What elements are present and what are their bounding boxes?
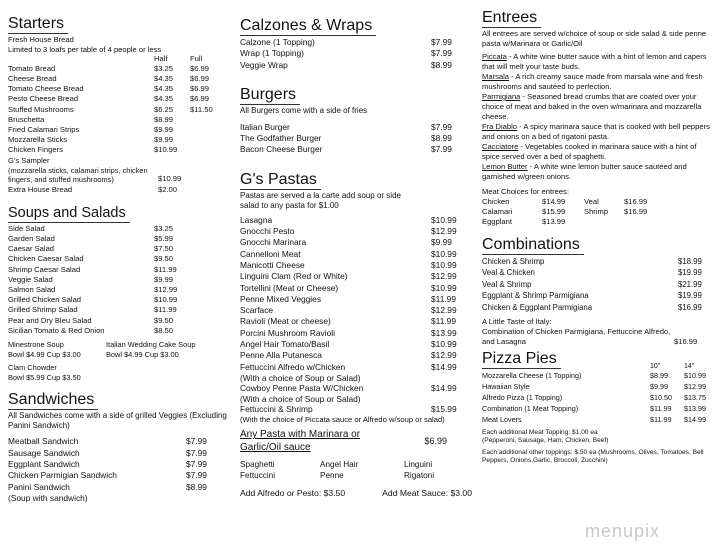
- starter-name: Bruschetta: [8, 114, 45, 124]
- calzones-title: Calzones & Wraps: [240, 16, 376, 36]
- extra-bread-name: Extra House Bread: [8, 184, 73, 194]
- pasta-name: Lasagna: [240, 214, 273, 225]
- starter-row: [8, 145, 230, 155]
- fettuccini-shrimp-name: Fettuccini & Shrimp: [240, 403, 313, 414]
- combinations-title: Combinations: [482, 235, 584, 255]
- starter-half-price: $9.99: [154, 135, 174, 145]
- pizza-row: [482, 392, 714, 403]
- combo-price: $18.99: [678, 257, 702, 266]
- soups-title: Soups and Salads: [8, 205, 130, 223]
- pasta-row: [240, 339, 475, 350]
- meat-price: $14.99: [542, 197, 566, 206]
- pasta-shape: Penne: [320, 471, 344, 481]
- soup-salad-price: $12.99: [154, 284, 178, 294]
- starters-title: Starters: [8, 14, 68, 34]
- pasta-price: $12.99: [431, 305, 457, 316]
- meat-price: $13.99: [542, 217, 566, 226]
- combo-name: Chicken & Shrimp: [482, 257, 545, 266]
- starter-half-price: $3.25: [154, 63, 174, 73]
- alfredo-note: (With a choice of Soup or Salad): [240, 372, 361, 383]
- soup-salad-row: [8, 234, 230, 244]
- soup-salad-price: $5.99: [154, 233, 174, 243]
- combo-name: Veal & Shrimp: [482, 279, 532, 289]
- sandwich-row: [8, 482, 230, 493]
- pasta-shape: Angel Hair: [320, 460, 359, 470]
- pasta-price: $10.99: [431, 248, 457, 259]
- pizza-name: Hawaiian Style: [482, 382, 530, 392]
- starter-name: Cheese Bread: [8, 73, 57, 83]
- starter-half-price: $4.35: [154, 94, 174, 104]
- pizza-size-large: 14": [684, 363, 695, 371]
- soup-salad-price: $9.99: [154, 274, 174, 284]
- burger-name: The Godfather Burger: [240, 133, 322, 144]
- meat-row: [482, 197, 714, 207]
- pizza-row: [482, 414, 714, 425]
- soup-salad-price: $9.50: [154, 254, 174, 264]
- soup-salad-name: Veggie Salad: [8, 274, 53, 284]
- combo-price: $16.99: [678, 302, 702, 312]
- starter-row: [8, 74, 230, 84]
- starter-row: [8, 105, 230, 115]
- soup-salad-name: Garden Salad: [8, 233, 55, 243]
- meat-choices-title: Meat Choices for entrees:: [482, 187, 569, 196]
- pasta-row: [240, 305, 475, 316]
- watermark: menupix: [584, 521, 660, 541]
- pastas-title: G's Pastas: [240, 170, 321, 190]
- burger-name: Bacon Cheese Burger: [240, 144, 323, 155]
- sandwich-row: [8, 470, 230, 481]
- soup-salad-row: [8, 305, 230, 315]
- soup-salad-row: [8, 254, 230, 264]
- fettuccini-shrimp-price: $15.99: [431, 403, 457, 414]
- pasta-shape: Fettuccini: [240, 471, 276, 481]
- soup-salad-row: [8, 295, 230, 305]
- cowboy-price: $14.99: [431, 382, 457, 393]
- entree-style-name: Cacciatore: [482, 142, 519, 151]
- taste-price: $16.99: [674, 337, 698, 347]
- pasta-price: $11.99: [431, 293, 456, 304]
- pasta-name: Scarface: [240, 305, 274, 316]
- pasta-price: $9.99: [431, 237, 452, 248]
- soup-salad-name: Pear and Dry Bleu Salad: [8, 315, 92, 325]
- meat-row: [482, 217, 714, 227]
- burger-list: [240, 122, 475, 156]
- soup-salad-row: [8, 265, 230, 275]
- pasta-name: Penne Mixed Veggies: [240, 293, 322, 304]
- pasta-name: Linguini Clam (Red or White): [240, 271, 348, 282]
- soup-salad-row: [8, 316, 230, 326]
- pizza-large-price: $12.99: [684, 382, 706, 392]
- soup-salad-row: [8, 285, 230, 295]
- marinara-price: $6.99: [424, 436, 447, 447]
- pasta-row: [240, 362, 475, 373]
- pasta-row: [240, 350, 475, 361]
- starter-name: Pesto Cheese Bread: [8, 94, 79, 104]
- pasta-name: Manicotti Cheese: [240, 259, 305, 270]
- entrees-title: Entrees: [482, 8, 541, 28]
- sandwich-name: Chicken Parmigian Sandwich: [8, 470, 117, 481]
- entree-style-name: Marsala: [482, 72, 510, 81]
- starter-name: Tomato Cheese Bread: [8, 84, 84, 94]
- pizza-small-price: $8.99: [650, 371, 668, 381]
- combo-row: [482, 279, 714, 290]
- pasta-price: $12.99: [431, 271, 457, 282]
- column-right: [482, 4, 714, 466]
- starter-name: Fried Calamari Strips: [8, 124, 80, 134]
- chowder-prices: Bowl $5.99 Cup $3.50: [8, 372, 81, 382]
- pasta-name: Ravioli (Meat or cheese): [240, 316, 331, 327]
- soup-salad-name: Salmon Salad: [8, 284, 56, 294]
- burger-row: [240, 133, 475, 144]
- pasta-row: [240, 328, 475, 339]
- starter-half-price: $6.25: [154, 104, 174, 114]
- starter-row: [8, 125, 230, 135]
- starter-full-price: [190, 115, 226, 125]
- entree-styles: [482, 52, 714, 182]
- starter-full-price: [190, 135, 226, 145]
- pizza-small-price: $11.99: [650, 404, 672, 414]
- pasta-price: $14.99: [431, 361, 457, 372]
- soup-salad-name: Side Salad: [8, 223, 45, 233]
- other-topping-note: Each additional other toppings: $.50 ea (Mushrooms, Olives, Tomatoes, Bell Peppers, Onions,Garlic, Broccoli, Zucchini): [482, 448, 704, 465]
- meat-price: $16.99: [624, 197, 648, 206]
- soup-salad-name: Grilled Chicken Salad: [8, 295, 82, 305]
- combo-name: Chicken & Eggplant Parmigiana: [482, 302, 593, 312]
- pasta-row: [240, 316, 475, 327]
- entree-style: [482, 122, 714, 142]
- pasta-row: [240, 271, 475, 282]
- meat-name: Eggplant: [482, 217, 512, 226]
- pasta-row: [240, 260, 475, 271]
- meat-name: [584, 217, 624, 227]
- soup-salad-price: $10.99: [154, 295, 178, 305]
- sandwich-name: Meatball Sandwich: [8, 436, 79, 447]
- pizza-small-price: $11.99: [650, 415, 672, 425]
- soups-list: [8, 224, 230, 336]
- sampler-price: $10.99: [158, 174, 182, 184]
- calzone-name: Calzone (1 Topping): [240, 37, 315, 47]
- pizza-large-price: $14.99: [684, 415, 706, 425]
- column-left: [8, 4, 230, 504]
- meat-topping-note: Each additional Meat Topping: $1.00 ea (Pepperoni, Sausage, Ham, Chicken, Beef): [482, 429, 609, 445]
- entree-style-name: Lemon Butter: [482, 162, 528, 171]
- pizza-name: Mozzarella Cheese (1 Topping): [482, 371, 582, 381]
- burger-price: $8.99: [431, 133, 452, 144]
- pizza-large-price: $13.99: [684, 404, 706, 414]
- pasta-price: $11.99: [431, 316, 456, 327]
- entree-style-desc: - Seasoned bread crumbs that are coated over your choice of meat and baked in the oven w/marinara and mozzarella cheese.: [482, 92, 702, 121]
- sandwich-name: Sausage Sandwich: [8, 447, 80, 458]
- taste-desc: Combination of Chicken Parmigiana, Fettuccine Alfredo, and Lasagna: [482, 327, 671, 347]
- sandwich-row: [8, 448, 230, 459]
- pasta-shape: Linguini: [404, 460, 433, 470]
- pasta-price: $10.99: [431, 214, 457, 225]
- sandwiches-title: Sandwiches: [8, 390, 98, 410]
- calzone-price: $7.99: [431, 37, 452, 47]
- starter-name: Tomato Bread: [8, 63, 56, 73]
- combo-name: Veal & Chicken: [482, 268, 535, 278]
- half-label: Half: [154, 54, 168, 64]
- pasta-shape: Rigatoni: [404, 471, 435, 481]
- sandwich-price: $7.99: [186, 436, 207, 447]
- pasta-list: [240, 215, 475, 373]
- minestrone-name: Minestrone Soup: [8, 339, 64, 349]
- meat-name: Shrimp: [584, 207, 609, 216]
- sandwich-name: Eggplant Sandwich: [8, 458, 80, 469]
- pastas-note: Pastas are served a la carte add soup or side salad to any pasta for $1.00: [240, 190, 401, 210]
- starter-full-price: [190, 125, 226, 135]
- extra-bread-price: $2.00: [158, 184, 178, 194]
- meat-choices: [482, 197, 714, 227]
- starter-name: Stuffed Mushrooms: [8, 104, 74, 114]
- fettuccini-shrimp-note: (With the choice of Piccata sauce or Alfredo w/soup or salad): [240, 414, 445, 424]
- burgers-title: Burgers: [240, 85, 300, 105]
- chowder-name: Clam Chowder: [8, 363, 57, 373]
- pasta-row: [240, 283, 475, 294]
- starter-row: [8, 94, 230, 104]
- starters-note: Limited to 3 loafs per table of 4 people or less: [8, 44, 162, 54]
- pasta-shape: Spaghetti: [240, 460, 275, 470]
- minestrone-prices: Bowl $4.99 Cup $3.00: [8, 349, 81, 359]
- entree-style-desc: - A spicy marinara sauce that is cooked with bell peppers and onions on a bed of rigatoni pasta.: [482, 122, 710, 141]
- wedding-soup-name: Italian Wedding Cake Soup: [106, 339, 196, 349]
- entree-style-desc: - A rich creamy sauce made from marsala wine and fresh mushrooms and sautéed to perfection.: [482, 72, 703, 91]
- soup-salad-name: Sicilian Tomato & Red Onion: [8, 325, 105, 335]
- entree-style: [482, 162, 714, 182]
- pizza-name: Meat Lovers: [482, 415, 522, 425]
- entree-style-desc: - A white wine lemon butter sauce sautéed and garnished w/green onions.: [482, 162, 687, 181]
- pasta-row: [240, 294, 475, 305]
- entree-style-name: Parmigiana: [482, 92, 521, 101]
- starter-row: [8, 135, 230, 145]
- soup-salad-row: [8, 244, 230, 254]
- meat-name: Calamari: [482, 207, 513, 216]
- pasta-price: $10.99: [431, 339, 457, 350]
- starter-full-price: [190, 145, 226, 155]
- starter-full-price: $11.50: [190, 104, 213, 114]
- meat-price: [624, 217, 664, 227]
- entree-style-name: Piccata: [482, 52, 507, 61]
- calzone-row: [240, 37, 475, 48]
- calzone-row: [240, 60, 475, 71]
- pasta-row: [240, 226, 475, 237]
- pasta-name: Penne Alla Putanesca: [240, 350, 322, 361]
- addon-alfredo: Add Alfredo or Pesto: $3.50: [240, 488, 346, 499]
- soup-salad-row: [8, 275, 230, 285]
- soup-salad-row: [8, 326, 230, 336]
- sandwiches-note: All Sandwiches come with a side of grilled Veggies (Excluding Panini Sandwich): [8, 411, 227, 431]
- pasta-name: Gnocchi Pesto: [240, 226, 295, 237]
- sampler-name: G's Sampler: [8, 155, 50, 165]
- starter-half-price: $8.99: [154, 114, 174, 124]
- starters-list: [8, 64, 230, 156]
- sandwich-list: [8, 436, 230, 492]
- combo-name: Eggplant & Shrimp Parmigiana: [482, 291, 589, 301]
- panini-note: (Soup with sandwich): [8, 492, 88, 503]
- calzone-price: $7.99: [431, 48, 452, 59]
- meat-name: Chicken: [482, 197, 510, 206]
- calzone-name: Wrap (1 Topping): [240, 48, 304, 59]
- entrees-note: All entrees are served w/choice of soup or side salad & side penne pasta w/Marinara or Garlic/Oil: [482, 29, 707, 48]
- pasta-row: [240, 237, 475, 248]
- soup-salad-price: $11.99: [154, 305, 177, 315]
- pasta-name: Porcini Mushroom Ravioli: [240, 327, 335, 338]
- entree-style-name: Fra Diablo: [482, 122, 518, 131]
- combo-row: [482, 302, 714, 313]
- pasta-row: [240, 249, 475, 260]
- calzone-name: Veggie Wrap: [240, 59, 288, 70]
- starter-half-price: $10.99: [154, 145, 178, 155]
- meat-price: $16.99: [624, 207, 648, 216]
- sandwich-price: $7.99: [186, 470, 207, 481]
- combo-row: [482, 267, 714, 278]
- sampler-desc: (mozzarella sticks, calamari strips, chicken fingers, and stuffed mushrooms): [8, 165, 148, 185]
- pasta-name: Fettuccini Alfredo w/Chicken: [240, 361, 346, 372]
- entree-style: [482, 92, 714, 122]
- entree-style: [482, 52, 714, 72]
- pasta-name: Angel Hair Tomato/Basil: [240, 339, 330, 350]
- entree-style: [482, 142, 714, 162]
- pizza-small-price: $9.99: [650, 382, 668, 392]
- meat-row: [482, 207, 714, 217]
- pizza-small-price: $10.50: [650, 393, 672, 403]
- burger-price: $7.99: [431, 121, 452, 132]
- entree-style: [482, 72, 714, 92]
- burger-name: Italian Burger: [240, 121, 290, 132]
- pizza-row: [482, 370, 714, 381]
- soup-salad-row: [8, 224, 230, 234]
- cowboy-note: (With a choice of Soup or Salad): [240, 393, 361, 404]
- soup-salad-price: $11.99: [154, 264, 177, 274]
- pasta-name: Gnocchi Marinara: [240, 237, 307, 248]
- sandwich-row: [8, 436, 230, 447]
- starter-row: [8, 64, 230, 74]
- starter-half-price: $4.35: [154, 73, 174, 83]
- pasta-name: Tortellini (Meat or Cheese): [240, 282, 339, 293]
- pasta-name: Cannelloni Meat: [240, 248, 301, 259]
- combo-price: $19.99: [678, 291, 702, 301]
- soup-salad-name: Grilled Shrimp Salad: [8, 305, 78, 315]
- starter-full-price: $6.99: [190, 63, 210, 73]
- burgers-note: All Burgers come with a side of fries: [240, 105, 368, 115]
- combo-row: [482, 256, 714, 267]
- pizza-list: [482, 370, 714, 425]
- soup-salad-name: Caesar Salad: [8, 244, 55, 254]
- addon-meat-sauce: Add Meat Sauce: $3.00: [382, 488, 472, 499]
- soup-salad-price: $7.50: [154, 244, 174, 254]
- starters-subtitle: Fresh House Bread: [8, 35, 74, 44]
- soup-salad-price: $9.50: [154, 315, 174, 325]
- soup-salad-name: Chicken Caesar Salad: [8, 254, 84, 264]
- sandwich-price: $8.99: [186, 481, 207, 492]
- sandwich-name: Panini Sandwich: [8, 481, 70, 492]
- taste-title: A Little Taste of Italy:: [482, 317, 552, 327]
- pizza-large-price: $13.75: [684, 393, 706, 403]
- sandwich-price: $7.99: [186, 447, 207, 458]
- starter-name: Chicken Fingers: [8, 145, 63, 155]
- pizza-name: Combination (1 Meat Topping): [482, 404, 579, 414]
- soup-salad-name: Shrimp Caesar Salad: [8, 264, 81, 274]
- column-middle: [240, 4, 475, 499]
- calzone-price: $8.99: [431, 59, 452, 70]
- soup-salad-price: $3.25: [154, 223, 174, 233]
- pasta-price: $13.99: [431, 327, 457, 338]
- entree-style-desc: - Vegetables cooked in marinara sauce with a hint of spice served over a bed of spaghetti.: [482, 142, 697, 161]
- combo-price: $19.99: [678, 268, 702, 278]
- burger-row: [240, 122, 475, 133]
- cowboy-name: Cowboy Penne Pasta W/Chicken: [240, 382, 364, 393]
- burger-row: [240, 144, 475, 155]
- meat-name: Veal: [584, 197, 599, 206]
- pizza-size-small: 10": [650, 363, 661, 371]
- pasta-price: $10.99: [431, 282, 457, 293]
- starter-full-price: $6.99: [190, 84, 210, 94]
- starter-full-price: $6.99: [190, 94, 210, 104]
- starter-full-price: $6.99: [190, 73, 210, 83]
- starter-row: [8, 84, 230, 94]
- pasta-price: $12.99: [431, 350, 457, 361]
- burger-price: $7.99: [431, 144, 452, 155]
- calzone-list: [240, 37, 475, 71]
- pizza-name: Alfredo Pizza (1 Topping): [482, 393, 563, 403]
- combo-price: $21.99: [678, 279, 702, 289]
- pasta-price: $10.99: [431, 259, 457, 270]
- combo-list: [482, 256, 714, 313]
- soup-salad-price: $8.50: [154, 325, 174, 335]
- full-label: Full: [190, 54, 203, 64]
- pizza-row: [482, 403, 714, 414]
- pizza-large-price: $10.99: [684, 371, 706, 381]
- sandwich-row: [8, 459, 230, 470]
- wedding-soup-prices: Bowl $4.99 Cup $3.00: [106, 349, 179, 359]
- pizza-row: [482, 381, 714, 392]
- pasta-row: [240, 215, 475, 226]
- starter-half-price: $4.35: [154, 84, 174, 94]
- starter-half-price: $9.99: [154, 124, 174, 134]
- meat-price: $15.99: [542, 207, 566, 216]
- pasta-price: $12.99: [431, 226, 457, 237]
- pizza-title: Pizza Pies: [482, 349, 561, 369]
- starter-row: [8, 115, 230, 125]
- entree-style-desc: - A white wine butter sauce with a hint of lemon and capers that will melt your taste buds.: [482, 52, 707, 71]
- pasta-shapes: [240, 459, 475, 481]
- calzone-row: [240, 48, 475, 59]
- combo-row: [482, 290, 714, 301]
- starter-name: Mozzarella Sticks: [8, 135, 68, 145]
- marinara-title: Any Pasta with Marinara or Garlic/Oil sauce: [240, 429, 361, 454]
- sandwich-price: $7.99: [186, 458, 207, 469]
